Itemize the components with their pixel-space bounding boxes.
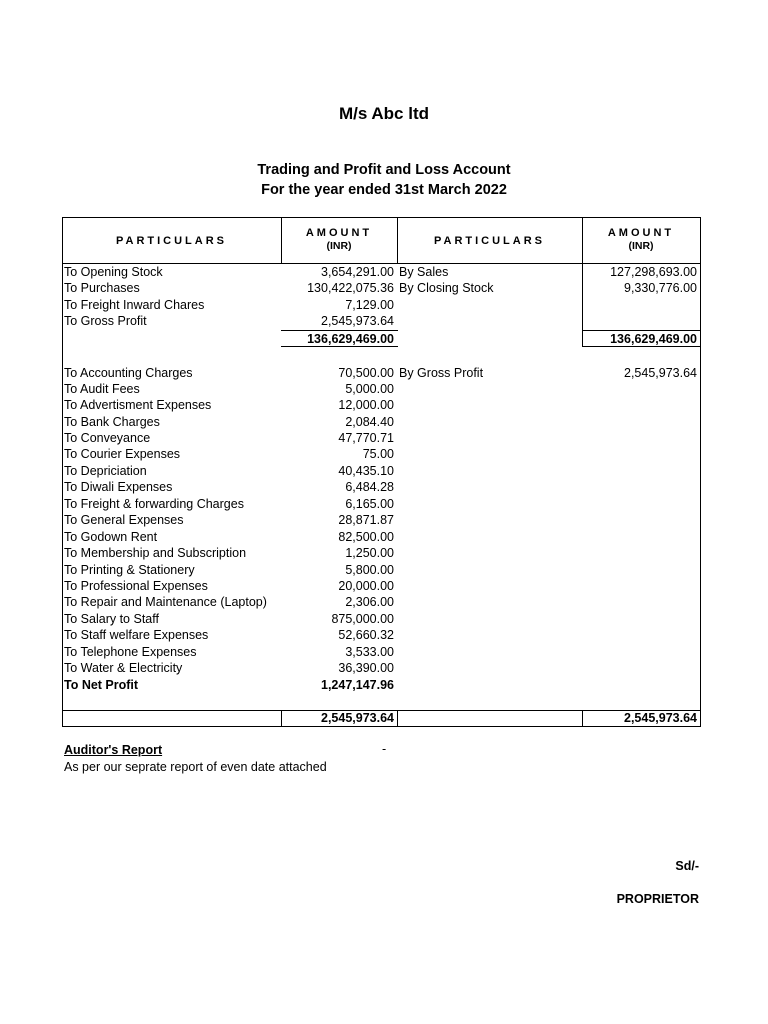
pl-debit-amount: 52,660.32 <box>338 628 394 642</box>
trading-debit-label: To Gross Profit <box>64 314 147 328</box>
header-particulars-left: PARTICULARS <box>115 235 227 247</box>
pl-debit-label: To Freight & forwarding Charges <box>64 497 244 511</box>
pl-debit-label: To Bank Charges <box>64 415 160 429</box>
pl-debit-label: To Repair and Maintenance (Laptop) <box>64 595 267 609</box>
pl-debit-label: To Staff welfare Expenses <box>64 628 209 642</box>
trading-debit-label: To Opening Stock <box>64 265 163 279</box>
trading-debit-amount: 7,129.00 <box>345 298 394 312</box>
pl-debit-amount: 40,435.10 <box>338 464 394 478</box>
col-divider-3b <box>582 264 583 346</box>
table-bottom-line <box>62 726 701 727</box>
trading-credit-label: By Closing Stock <box>399 281 494 295</box>
pl-debit-label: To Printing & Stationery <box>64 563 195 577</box>
trading-debit-amount: 130,422,075.36 <box>307 281 394 295</box>
header-particulars-right: PARTICULARS <box>433 235 545 247</box>
pl-debit-amount: 36,390.00 <box>338 661 394 675</box>
pl-debit-amount: 6,484.28 <box>345 480 394 494</box>
pl-debit-label: To Membership and Subscription <box>64 546 247 560</box>
statement-title: Trading and Profit and Loss Account <box>257 162 511 178</box>
pl-debit-amount: 75.00 <box>362 447 394 461</box>
pl-debit-amount: 3,533.00 <box>345 645 394 659</box>
table-border-right <box>700 217 701 727</box>
trading-credit-label: By Sales <box>399 265 449 279</box>
pl-debit-label: To Telephone Expenses <box>64 645 197 659</box>
pl-debit-amount: 70,500.00 <box>338 366 394 380</box>
table-border-left <box>62 217 63 727</box>
table-top-line <box>62 217 701 218</box>
pl-debit-amount: 2,306.00 <box>345 595 394 609</box>
pl-debit-label: To Advertisment Expenses <box>64 398 212 412</box>
trading-credit-amount: 127,298,693.00 <box>610 265 697 279</box>
trading-debit-label: To Freight Inward Chares <box>64 298 205 312</box>
total-divider-1 <box>281 710 282 727</box>
dash-mark: - <box>382 742 387 756</box>
net-profit-amount: 1,247,147.96 <box>321 678 394 692</box>
trading-total-left: 136,629,469.00 <box>307 332 394 346</box>
trading-debit-amount: 3,654,291.00 <box>321 265 394 279</box>
pl-debit-amount: 20,000.00 <box>338 579 394 593</box>
header-amount-label: AMOUNT <box>607 227 675 239</box>
pl-debit-amount: 47,770.71 <box>338 431 394 445</box>
auditor-report-heading: Auditor's Report <box>64 743 163 757</box>
pl-debit-amount: 82,500.00 <box>338 530 394 544</box>
pl-debit-amount: 1,250.00 <box>345 546 394 560</box>
pl-debit-amount: 28,871.87 <box>338 513 394 527</box>
pl-debit-amount: 5,000.00 <box>345 382 394 396</box>
total-divider-3 <box>582 710 583 727</box>
pl-debit-label: To Godown Rent <box>64 530 158 544</box>
header-amount-label: AMOUNT <box>305 227 373 239</box>
pl-debit-label: To Water & Electricity <box>64 661 183 675</box>
total-divider-2 <box>397 710 398 727</box>
header-currency-label: (INR) <box>326 240 352 252</box>
pl-debit-label: To Conveyance <box>64 431 151 445</box>
pl-debit-label: To Accounting Charges <box>64 366 193 380</box>
pl-credit-label: By Gross Profit <box>399 366 484 380</box>
statement-period: For the year ended 31st March 2022 <box>261 182 507 198</box>
net-profit-label: To Net Profit <box>64 678 139 692</box>
trading-debit-amount: 2,545,973.64 <box>321 314 394 328</box>
pl-debit-label: To Depriciation <box>64 464 147 478</box>
header-amount-right <box>582 227 700 253</box>
pl-total-left: 2,545,973.64 <box>321 711 394 725</box>
header-currency-label: (INR) <box>628 240 654 252</box>
pl-debit-label: To Audit Fees <box>64 382 140 396</box>
pl-debit-amount: 2,084.40 <box>345 415 394 429</box>
pl-credit-amount: 2,545,973.64 <box>624 366 697 380</box>
pl-total-right: 2,545,973.64 <box>624 711 697 725</box>
pl-debit-label: To Salary to Staff <box>64 612 159 626</box>
pl-debit-label: To Professional Expenses <box>64 579 208 593</box>
header-amount-left <box>281 227 397 253</box>
trading-total-right: 136,629,469.00 <box>610 332 697 346</box>
company-name: M/s Abc ltd <box>338 104 430 123</box>
pl-debit-label: To Diwali Expenses <box>64 480 173 494</box>
pl-debit-amount: 6,165.00 <box>345 497 394 511</box>
pl-debit-amount: 5,800.00 <box>345 563 394 577</box>
trading-debit-label: To Purchases <box>64 281 140 295</box>
pl-debit-label: To Courier Expenses <box>64 447 181 461</box>
signature-mark: Sd/- <box>675 859 699 873</box>
pl-debit-amount: 875,000.00 <box>331 612 394 626</box>
auditor-report-note: As per our seprate report of even date attached <box>64 760 327 774</box>
pl-debit-amount: 12,000.00 <box>338 398 394 412</box>
signatory-title: PROPRIETOR <box>616 892 699 906</box>
pl-debit-label: To General Expenses <box>64 513 184 527</box>
trading-credit-amount: 9,330,776.00 <box>624 281 697 295</box>
